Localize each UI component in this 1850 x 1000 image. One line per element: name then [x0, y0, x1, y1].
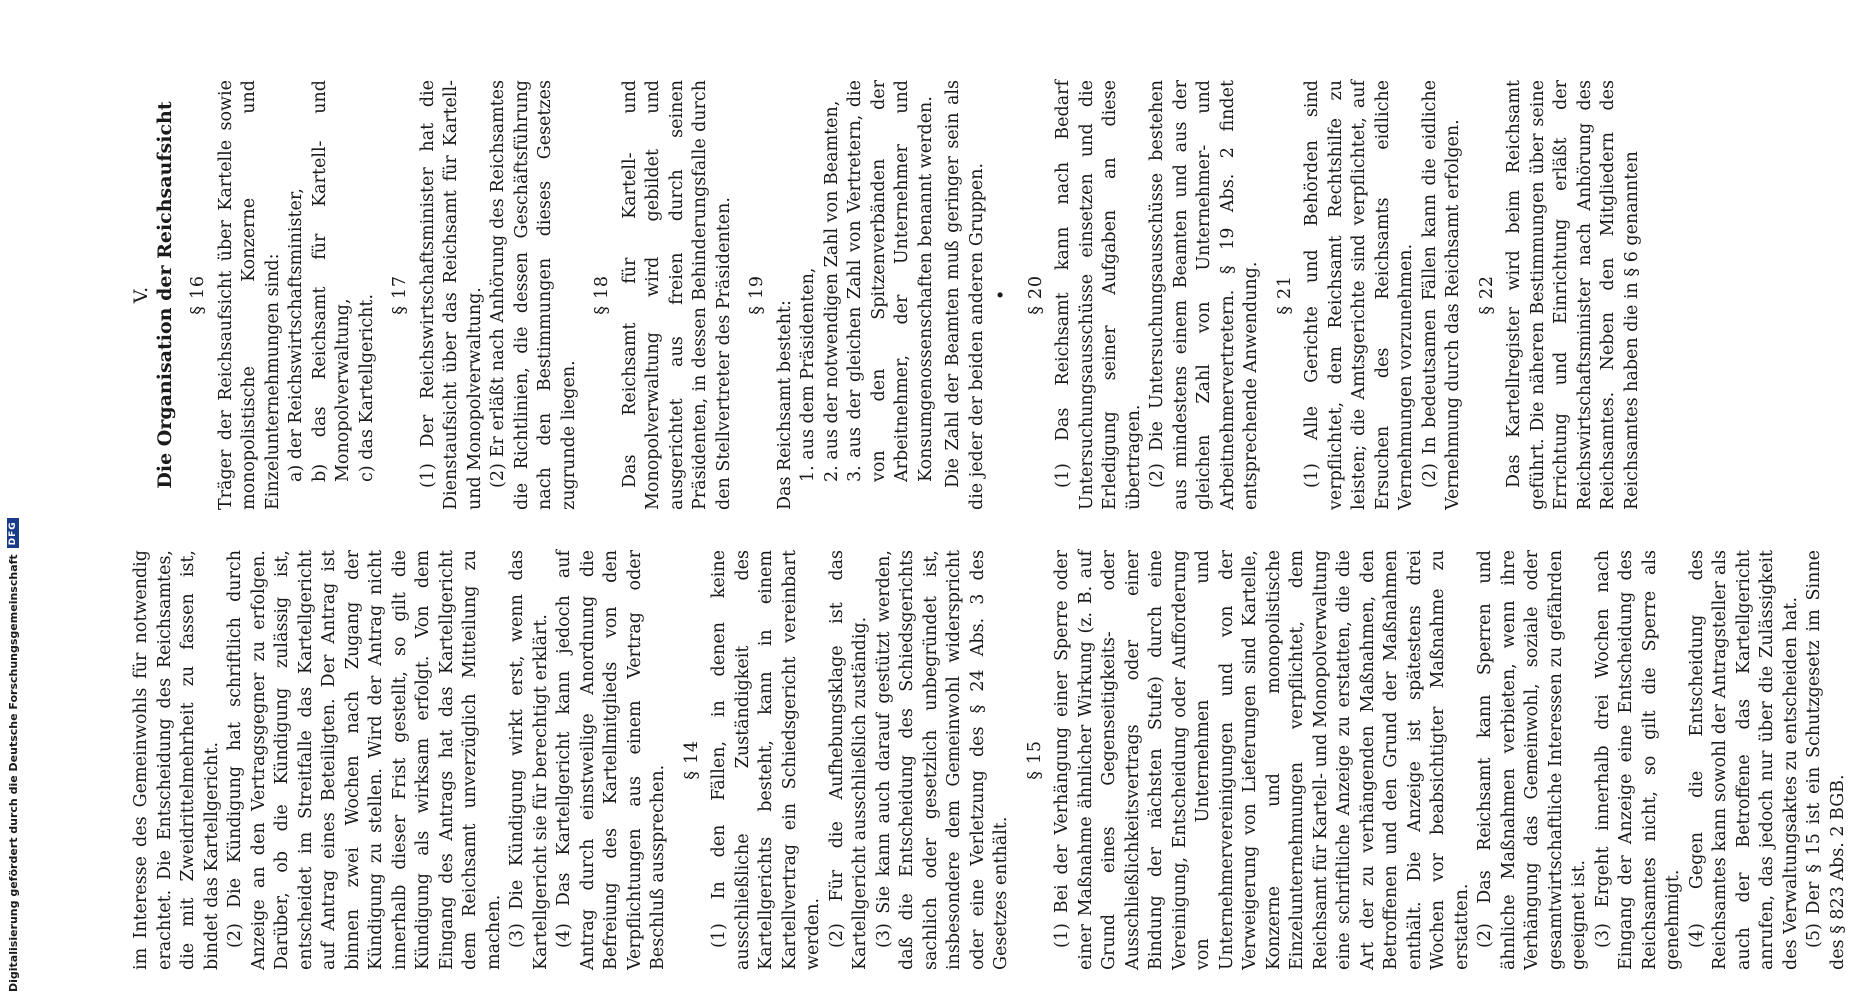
paragraph: Das Reichsamt für Kartell- und Monopolverwaltung wird gebildet und ausgerichtet aus freien durch seinen Präsidenten, in dessen Behinderungsfalle durch den Stellvertreter des Präsidenten.: [619, 80, 734, 510]
footer-text: Digitalisierung gefördert durch die Deutsche Forschungsgemeinschaft: [6, 554, 20, 992]
section-heading: § 18: [592, 275, 612, 315]
section-heading: § 17: [390, 275, 410, 315]
paragraph: (1) Bei der Verhängung einer Sperre oder einer Maßnahme ähnlicher Wirkung (z. B. auf Grund eines Gegenseitigkeits- oder Ausschließlichkeitsvertrags oder einer Bindung der nächsten Stufe) durch eine Vereinigung, Entscheidung oder Aufforderung von Unternehmen und Unternehmervereinigungen und von der Verweigerung von Lieferungen sind Kartelle, Konzerne und monopolistische Einzelunternehmungen verpflichtet, dem Reichsamt für Kartell- und Monopolverwaltung eine schriftliche Anzeige zu erstatten, die die Art der zu verhängenden Maßnahmen, den Betroffenen und den Grund der Maßnahmen enthält. Die Anzeige ist spätestens drei Wochen vor beabsichtigter Maßnahme zu erstatten.: [1052, 550, 1472, 970]
enumeration-list: [285, 80, 379, 482]
section-heading: § 14: [681, 740, 702, 780]
paragraph: (1) In den Fällen, in denen keine ausschließliche Zuständigkeit des Kartellgerichts besteht, kann in einem Kartellvertrag ein Schiedsgericht vereinbart werden.: [709, 550, 823, 970]
rotated-document-page: [130, 70, 1848, 990]
paragraph: (4) Gegen die Entscheidung des Reichsamtes kann sowohl der Antragsteller als auch der Betroffene das Kartellgericht anrufen, das jedoch nur über die Zulässigkeit des Verwaltungsaktes zu entscheiden hat.: [1686, 550, 1801, 970]
chapter-title: Die Organisation der Reichsaufsicht: [153, 101, 176, 489]
section-heading: § 20: [1025, 275, 1046, 315]
paragraph: (4) Das Kartellgericht kann jedoch auf Antrag durch einstweilige Anordnung die Befreiung des Kartellmitglieds von den Verpflichtungen aus einem Vertrag oder Beschluß aussprechen.: [554, 550, 668, 970]
paragraph: (2) In bedeutsamen Fällen kann die eidliche Vernehmung durch das Reichsamt erfolgen.: [1419, 80, 1463, 510]
section-heading: § 22: [1476, 275, 1497, 315]
paragraph: Die Zahl der Beamten muß geringer sein als die jeder der beiden anderen Gruppen.: [943, 80, 987, 510]
section-heading: § 21: [1274, 275, 1295, 315]
dfg-logo-icon: DFG: [7, 518, 19, 548]
paragraph: Träger der Reichsaufsicht über Kartelle sowie monopolistische Konzerne und Einzelunternehmungen sind:: [215, 80, 283, 510]
bullet-mark: •: [992, 289, 1012, 301]
list-item: 2. aus der notwendigen Zahl von Beamten,: [821, 100, 842, 482]
list-item: b) das Reichsamt für Kartell- und Monopolverwaltung,: [309, 80, 353, 482]
chapter-number: V.: [130, 286, 152, 304]
paragraph: (3) Die Kündigung wirkt erst, wenn das Kartellgericht sie für berechtigt erklärt.: [507, 550, 551, 970]
section-heading: § 19: [747, 275, 767, 315]
list-item: 3. aus der gleichen Zahl von Vertretern, die von den Spitzenverbänden der Arbeitnehmer, der Unternehmer und Konsumgenossenschaften benannt werden.: [845, 80, 936, 482]
paragraph: (2) Die Kündigung hat schriftlich durch Anzeige an den Vertragsgegner zu erfolgen. Darüber, ob die Kündigung zulässig ist, entscheidet im Streitfalle das Kartellgericht auf Antrag eines Beteiligten. Der Antrag ist binnen zwei Wochen nach Zugang der Kündigung zu stellen. Wird der Antrag nicht innerhalb dieser Frist gestellt, so gilt die Kündigung als wirksam erfolgt. Von dem Eingang des Antrags hat das Kartellgericht dem Reichsamt unverzüglich Mitteilung zu machen.: [225, 550, 504, 970]
list-item: 1. aus dem Präsidenten,: [798, 267, 818, 482]
paragraph: Das Kartellregister wird beim Reichsamt geführt. Die näheren Bestimmungen über seine Errichtung und Einrichtung erläßt der Reichswirtschaftsminister nach Anhörung des Reichsamtes. Neben den Mitgliedern des Reichsamtes haben die in § 6 genannten: [1504, 80, 1642, 510]
paragraph: (1) Alle Gerichte und Behörden sind verpflichtet, dem Reichsamt Rechtshilfe zu leisten; die Amtsgerichte sind verpflichtet, auf Ersuchen des Reichsamts eidliche Vernehmungen vorzunehmen.: [1302, 80, 1416, 510]
list-item: a) der Reichswirtschaftsminister,: [286, 188, 306, 482]
enumeration-list: [797, 80, 938, 482]
section-heading: § 16: [188, 275, 208, 315]
paragraph: (2) Für die Aufhebungsklage ist das Kartellgericht ausschließlich zuständig.: [826, 550, 870, 970]
paragraph: (5) Der § 15 ist ein Schutzgesetz im Sinne des § 823 Abs. 2 BGB.: [1804, 550, 1848, 970]
paragraph: (2) Er erläßt nach Anhörung des Reichsamtes die Richtlinien, die dessen Geschäftsführung nach den Bestimmungen dieses Gesetzes zugrunde liegen.: [488, 80, 579, 510]
paragraph: Das Reichsamt besteht:: [774, 300, 795, 510]
paragraph: im Interesse des Gemeinwohls für notwendig erachtet. Die Entscheidung des Reichsamtes, die mit Zweidrittelmehrheit zu fassen ist, bindet das Kartellgericht.: [131, 550, 222, 970]
left-text-column: [130, 550, 1848, 970]
paragraph: (1) Das Reichsamt kann nach Bedarf Untersuchungsausschüsse einsetzen und die Erledigung seiner Aufgaben an diese übertragen.: [1053, 80, 1144, 510]
digitization-footer: [2, 0, 24, 1000]
list-item: c) das Kartellgericht.: [356, 293, 377, 482]
paragraph: (2) Die Untersuchungsausschüsse bestehen aus mindestens einem Beamten und aus der gleichen Zahl von Unternehmer- und Arbeitnehmervertretern. § 19 Abs. 2 findet entsprechende Anwendung.: [1147, 80, 1261, 510]
paragraph: (3) Sie kann auch darauf gestützt werden, daß die Entscheidung des Schiedsgerichts sachlich oder gesetzlich unbegründet ist, insbesondere dem Gemeinwohl widerspricht oder eine Verletzung des § 24 Abs. 3 des Gesetzes enthält.: [873, 550, 1011, 970]
paragraph: (1) Der Reichswirtschaftsminister hat die Dienstaufsicht über das Reichsamt für Kartell- und Monopolverwaltung.: [417, 80, 485, 510]
paragraph: (3) Ergeht innerhalb drei Wochen nach Eingang der Anzeige eine Entscheidung des Reichsamtes nicht, so gilt die Sperre als genehmigt.: [1592, 550, 1683, 970]
section-heading: § 15: [1024, 740, 1045, 780]
paragraph: (2) Das Reichsamt kann Sperren und ähnliche Maßnahmen verbieten, wenn ihre Verhängung das Gemeinwohl, soziale oder gesamtwirtschaftliche Interessen zu gefährden geeignet ist.: [1475, 550, 1589, 970]
right-text-column: [130, 80, 1642, 510]
